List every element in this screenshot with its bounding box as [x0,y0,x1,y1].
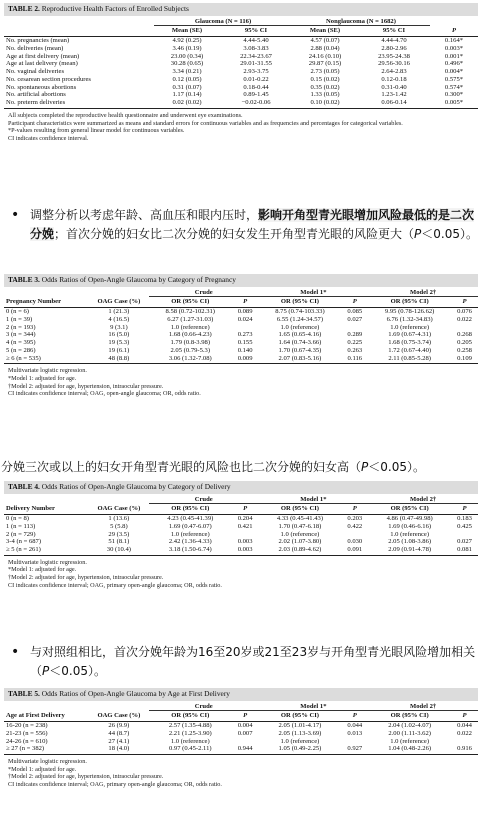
table-cell: 0.97 (0.45-2.11) [149,745,232,754]
table-cell: No. artificial abortions [6,91,66,99]
table-cell: 48 (8.8) [89,355,149,364]
table-row [4,546,478,555]
table-row [4,308,478,316]
crude-header: Crude [149,287,259,297]
table-cell: 0.003 [232,546,259,555]
table-cell: 16-20 (n = 238) [6,722,48,730]
table-cell: 5 (n = 286) [6,346,36,354]
table-cell: 23.00 (0.34) [170,52,204,60]
table-cell: 3.46 (0.19) [172,44,202,52]
table-note: *P-values resulting from general linear model for continuous variables. [8,127,185,135]
table-cell: 3.34 (0.21) [172,68,202,76]
table-cell [451,738,478,746]
table-note: CI indicates confidence interval; OAG, open-angle glaucoma; OR, odds ratio. [8,390,201,398]
table-cell: 2.05 (1.01-4.17) [278,722,322,730]
table-cell: 0.116 [341,355,368,364]
model1-header: Model 1* [259,287,369,297]
table-row [4,355,478,364]
table-cell: 30 (10.4) [89,546,149,555]
table-cell: 2.11 (0.85-5.28) [368,355,451,364]
table-note: CI indicates confidence interval; OAG, primary open-angle glaucoma; OR, odds ratio. [8,780,222,788]
table-cell: 6.55 (1.24-34.57) [276,315,324,323]
table-cell: 0.022 [457,315,472,323]
table-cell: 0.31-0.40 [381,83,407,91]
table-cell: 0.300* [444,91,464,99]
table-cell: 0.155 [237,339,253,347]
table-row [4,738,478,746]
table-cell: 0.164* [444,37,464,45]
table-cell: 0.18-0.44 [243,83,269,91]
table-cell: 2.02 (1.07-3.80) [278,538,322,546]
table-cell: 5 (5.8) [110,522,128,530]
plain-text: 分娩三次或以上的妇女开角型青光眼的风险也比二次分娩的妇女高（P＜0.05）。 [1,460,425,474]
table-row [4,515,478,523]
table-cell: −0.02-0.06 [220,99,292,108]
bullet-item: • 调整分析以考虑年龄、高血压和眼内压时，影响开角型青光眼增加风险最低的是二次分娩；首次分娩的妇女比二次分娩的妇女发生开角型青光眼的风险更大（P＜0.05）。 [11,207,479,241]
table-cell: 1.17 (0.14) [172,91,202,99]
table-cell: 2.57 (1.35-4.88) [168,722,212,730]
table-note: Multivariate logistic regression. [8,367,87,375]
table-cell: 8.75 (0.74-103.33) [275,308,325,316]
table-cell: 0.007 [237,729,253,737]
col-header: 95% CI [220,26,292,37]
table-cell: 29.87 (0.15) [308,60,342,68]
table-cell: No. vaginal deliveries [6,68,65,76]
table-cell [232,324,259,332]
table-cell: 9.95 (0.78-126.62) [384,308,435,316]
table-cell: 0.081 [451,546,478,555]
table-4-grid: Crude Model 1* Model 2† Delivery Number OAG Case (%) OR (95% CI) P OR (95% CI) P OR (95% CI) P 0 (n = 8) 1 (13.6) 4.23 (0.45-41.39) 0.204 4.33 (0.45-41.43) 0.203 4.86 (0.47-49.98) 0.183 1 (n = 113) 5 (5.8) 1.69 (0.47-6.07) 0.421 1.70 (0.47-6.18) 0.422 1.69 (0.46-6.16) 0.425 2 (n = 729) 29 (3.5) 1.0 (reference) 1.0 (reference) 1.0 (reference) 3-4 (n = 687) 51 (8.1) 2.42 (1.36-4.33) 0.003 2.02 (1.07-3.80) 0.030 2.05 (1.08-3.86) 0.027 ≥ 5 (n = 261) 30 (10.4) 3.18 (1.50-6.74) 0.003 2.03 (0.89-4.62) 0.091 2.09 (0.91-4.78) 0.081 [4,494,478,556]
table-cell: 1.0 (reference) [390,323,430,331]
table-cell: 0.024 [237,315,253,323]
table-cell: 1.05 (0.49-2.25) [259,745,342,754]
table-cell: 0.044 [347,722,363,730]
table-cell: 29.01-31.55 [240,60,272,68]
table-cell: 1.0 (reference) [280,323,320,331]
table-cell: 1.0 (reference) [390,530,430,538]
table-row [4,53,478,61]
bullet-item: • 与对照组相比，首次分娩年龄为16至20岁或21至23岁与开角型青光眼风险增加相关（P＜0.05）。 [11,644,476,678]
table-note: *Model 1: adjusted for age. [8,374,77,382]
table-3-grid: Crude Model 1* Model 2† Pregnancy Number OAG Case (%) OR (95% CI) P OR (95% CI) P OR (95% CI) P 0 (n = 6) 1 (21.3) 8.58 (0.72-102.31) 0.089 8.75 (0.74-103.33) 0.085 9.95 (0.78-126.62) 0.076 1 (n = 39) 4 (16.5) 6.27 (1.27-31.03) 0.024 6.55 (1.24-34.57) 0.027 6.76 (1.32-34.83) 0.022 2 (n = 193) 9 (3.1) 1.0 (reference) 1.0 (reference) 1.0 (reference) 3 (n = 344) 16 (5.0) 1.68 (0.66-4.23) 0.273 1.65 (0.65-4.16) 0.289 1.69 (0.67-4.31) 0.268 4 (n = 395) 19 (5.3) 1.79 (0.8-3.98) 0.155 1.64 (0.74-3.66) 0.225 1.68 (0.75-3.74) 0.205 5 (n = 286) 19 (6.1) 2.05 (0.79-5.3) 0.140 1.70 (0.67-4.35) 0.263 1.72 (0.67-4.40) 0.258 ≥ 6 (n = 535) 48 (8.8) 3.06 (1.32-7.08) 0.009 2.07 (0.83-5.16) 0.116 2.11 (0.85-5.28) 0.109 [4,287,478,365]
table-cell: 0.027 [457,538,472,546]
table-cell: 1.0 (reference) [170,530,210,538]
table-cell: 0.030 [347,538,363,546]
table-row [4,37,478,45]
table-cell: 0.044 [457,722,472,730]
table-cell: 2.03 (0.89-4.62) [259,546,342,555]
table-cell: 0.35 (0.02) [310,83,340,91]
table-cell: 4.44-5.40 [243,37,269,45]
table-cell: 0.003 [237,538,253,546]
table-row [4,45,478,53]
table-cell [451,324,478,332]
bullet-icon: • [11,644,20,660]
table-cell: 26 (9.9) [108,722,130,730]
table-notes [4,364,478,397]
table-notes [4,556,478,589]
table-cell [232,738,259,746]
table-3 [4,274,478,398]
table-cell: 2.09 (0.91-4.78) [368,546,451,555]
table-5 [4,688,478,788]
table-cell: 1.68 (0.75-3.74) [388,339,432,347]
table-cell [341,738,368,746]
table-cell: 0.140 [237,346,253,354]
table-cell: 44 (8.7) [108,729,130,737]
table-label: TABLE 2. [8,4,40,13]
table-cell: 0.422 [347,522,363,530]
table-cell: 0.089 [237,308,253,316]
table-cell: 30.28 (0.65) [170,60,204,68]
bullet-icon: • [11,207,20,223]
table-2-grid [4,16,478,109]
table-cell: 0.004* [444,68,464,76]
table-cell: 0.02 (0.02) [154,99,220,108]
table-row [4,730,478,738]
table-cell: No. spontaneous abortions [6,83,77,91]
table-cell: 0.421 [237,522,253,530]
table-cell: 0.225 [347,339,363,347]
table-cell: 0.12 (0.05) [172,75,202,83]
table-5-caption: TABLE 5. Odds Ratios of Open-Angle Glaucoma by Age at First Delivery [4,688,478,701]
table-note: †Model 2: adjusted for age, hypertension, intraocular pressure. [8,382,164,390]
table-row [4,339,478,347]
table-cell: 1.70 (0.67-4.35) [278,346,322,354]
table-cell: 4.57 (0.07) [310,37,340,45]
table-row [4,60,478,68]
model2-header: Model 2† [368,287,478,297]
table-note: CI indicates confidence interval; OAG, primary open-angle glaucoma; OR, odds ratio. [8,581,222,589]
table-cell: 0.574* [444,83,464,91]
paragraph-2 [0,459,483,475]
table-cell: 0.927 [341,745,368,754]
table-cell: 1.69 (0.46-6.16) [388,522,432,530]
table-cell: 6.27 (1.27-31.03) [167,315,214,323]
table-cell: 0.205 [457,339,472,347]
table-row [4,538,478,546]
table-cell: 0.89-1.45 [243,91,269,99]
table-cell: 4.44-4.70 [381,37,407,45]
table-cell: No. preterm deliveries [4,99,154,108]
table-cell: 0 (n = 6) [6,308,29,316]
table-cell: 0.004 [237,722,253,730]
table-cell: Age at first delivery (mean) [6,52,80,60]
table-cell: 19 (6.1) [108,346,130,354]
table-cell: ≥ 6 (n = 535) [4,355,89,364]
col-header: 95% CI [358,26,430,37]
col-header: P [430,26,478,37]
table-cell: 0.091 [341,546,368,555]
table-cell: 1.69 (0.67-4.31) [388,331,432,339]
table-row [4,324,478,332]
table-note: †Model 2: adjusted for age, hypertension, intraocular pressure. [8,574,164,581]
table-cell: 0.204 [237,515,253,523]
table-notes [4,109,478,142]
table-cell: 0.258 [457,346,472,354]
table-cell: 0.001* [444,52,464,60]
table-cell: 0.15 (0.02) [310,75,340,83]
table-cell: 0.289 [347,331,363,339]
table-cell: 3.06 (1.32-7.08) [149,355,232,364]
table-note: †Model 2: adjusted for age, hypertension, intraocular pressure. [8,773,164,781]
table-cell: ≥ 27 (n = 382) [4,745,89,754]
table-3-caption: TABLE 3. Odds Ratios of Open-Angle Glaucoma by Category of Pregnancy [4,274,478,287]
table-note: All subjects completed the reproductive health questionnaire and underwent eye examinations. [8,111,243,119]
table-cell: 0.496* [444,60,464,68]
col-header: Mean (SE) [292,26,358,37]
table-cell: 1.64 (0.74-3.66) [278,339,322,347]
table-cell: 24.16 (0.10) [308,52,342,60]
table-cell: 0.003* [444,44,464,52]
table-note: Multivariate logistic regression. [8,558,87,566]
table-cell: 4.86 (0.47-49.98) [386,515,433,523]
table-cell: 0.076 [457,308,472,316]
table-2-caption [4,3,478,16]
table-cell: 2.80-2.96 [381,44,407,52]
table-cell: 0.01-0.22 [243,75,269,83]
table-cell: 1.70 (0.47-6.18) [278,522,322,530]
table-cell: 2 (n = 193) [6,323,36,331]
table-cell: 1.79 (0.8-3.98) [170,339,211,347]
table-cell: 1.72 (0.67-4.40) [388,346,432,354]
table-cell: 1.0 (reference) [170,323,210,331]
table-cell: 23.95-24.38 [378,52,410,60]
col-header: Mean (SE) [154,26,220,37]
table-cell: 0.31 (0.07) [172,83,202,91]
table-cell: 0.005* [430,99,478,108]
table-cell: 0.10 (0.02) [292,99,358,108]
group-glaucoma-header: Glaucoma (N = 116) [154,16,292,26]
table-row [4,722,478,730]
table-note: *Model 1: adjusted for age. [8,765,77,773]
table-row [4,84,478,92]
table-5-grid: Crude Model 1* Model 2† Age at First Delivery OAG Case (%) OR (95% CI) P OR (95% CI) P OR (95% CI) P 16-20 (n = 238) 26 (9.9) 2.57 (1.35-4.88) 0.004 2.05 (1.01-4.17) 0.044 2.04 (1.02-4.07) 0.044 21-23 (n = 556) 44 (8.7) 2.21 (1.25-3.90) 0.007 2.05 (1.13-3.69) 0.013 2.00 (1.11-3.62) 0.022 24-26 (n = 610) 27 (4.1) 1.0 (reference) 1.0 (reference) 1.0 (reference) ≥ 27 (n = 382) 18 (4.0) 0.97 (0.45-2.11) 0.944 1.05 (0.49-2.25) 0.927 1.04 (0.48-2.26) 0.916 [4,701,478,756]
table-cell: 1 (21.3) [108,308,130,316]
table-row [4,68,478,76]
table-row [4,91,478,99]
table-cell: 2.05 (1.08-3.86) [388,538,432,546]
table-cell: 2.04 (1.02-4.07) [388,722,432,730]
table-cell: 0.575* [444,75,464,83]
table-cell: 3-4 (n = 687) [6,538,42,546]
table-cell: 22.34-23.67 [240,52,272,60]
table-row [4,99,478,108]
table-cell: 9 (3.1) [110,323,128,331]
table-row [4,347,478,355]
table-cell: 0.022 [457,729,472,737]
table-cell: 19 (5.3) [108,339,130,347]
table-row [4,523,478,531]
table-note: Multivariate logistic regression. [8,758,87,766]
table-cell: No. pregnancies (mean) [6,37,70,45]
group-nonglaucoma-header: Nonglaucoma (N = 1682) [292,16,430,26]
table-cell: 2.07 (0.83-5.16) [259,355,342,364]
table-cell: 4 (n = 395) [6,339,36,347]
table-cell: 0.203 [347,515,363,523]
table-cell: 0.06-0.14 [358,99,430,108]
table-note: CI indicates confidence interval. [8,134,89,142]
table-cell: 0 (n = 8) [6,515,29,523]
table-cell: 2.64-2.83 [381,68,407,76]
table-cell [341,324,368,332]
table-cell: 1.0 (reference) [280,737,320,745]
table-note: Participant characteristics were summarized as means and standard errors for continuous variables and as frequencies and percentages for categorical variables. [8,119,403,127]
table-cell: 1.04 (0.48-2.26) [368,745,451,754]
table-cell: 0.085 [347,308,363,316]
table-cell: 0.916 [451,745,478,754]
paragraph-3 [0,643,483,681]
highlight-text: 影响开角型青光眼增加风险最低的是二次分娩 [30,208,475,241]
table-cell: No. deliveries (mean) [6,44,64,52]
table-cell: Age at last delivery (mean) [6,60,78,68]
table-cell: 1.0 (reference) [170,737,210,745]
table-cell: 4.33 (0.45-41.43) [276,515,324,523]
table-cell: 4 (16.5) [108,315,130,323]
table-cell: 0.109 [451,355,478,364]
table-cell: 4.23 (0.45-41.39) [167,515,214,523]
paragraph-1 [0,206,483,244]
table-cell: 1 (n = 39) [6,315,33,323]
table-cell: 21-23 (n = 556) [6,729,48,737]
table-cell: 4.92 (0.25) [172,37,202,45]
table-cell: 1.0 (reference) [390,737,430,745]
table-cell: ≥ 5 (n = 261) [4,546,89,555]
table-cell: 0.944 [232,745,259,754]
table-cell: 2.93-3.75 [243,68,269,76]
table-cell [341,531,368,539]
table-4 [4,481,478,589]
table-cell [232,531,259,539]
table-cell: 2.21 (1.25-3.90) [168,729,212,737]
table-cell: 27 (4.1) [108,737,130,745]
table-2 [4,3,478,142]
table-cell: 29 (3.5) [108,530,130,538]
table-cell: 51 (8.1) [108,538,130,546]
table-cell: 3.08-3.83 [243,44,269,52]
table-cell: 2.42 (1.36-4.33) [168,538,212,546]
table-cell: 3 (n = 344) [6,331,36,339]
table-cell: 0.268 [457,331,472,339]
table-cell: 2.73 (0.05) [310,68,340,76]
table-cell: 2.05 (1.13-3.69) [278,729,322,737]
table-row [4,316,478,324]
table-cell [451,531,478,539]
table-cell: 2.05 (0.79-5.3) [170,346,211,354]
table-row [4,745,478,754]
table-cell: 8.58 (0.72-102.31) [165,308,215,316]
table-cell: 1.69 (0.47-6.07) [168,522,212,530]
table-cell: 2.88 (0.04) [310,44,340,52]
table-cell: 1.0 (reference) [280,530,320,538]
table-cell: 1.65 (0.65-4.16) [278,331,322,339]
table-cell: 0.273 [237,331,253,339]
table-cell: 0.12-0.18 [381,75,407,83]
table-note: *Model 1: adjusted for age. [8,566,77,574]
table-notes [4,755,478,788]
table-cell: 18 (4.0) [89,745,149,754]
table-cell: 2.00 (1.11-3.62) [388,729,431,737]
table-cell: 0.027 [347,315,363,323]
table-cell: 1.33 (0.05) [310,91,340,99]
table-cell: 1.68 (0.66-4.23) [168,331,212,339]
table-cell: 3.18 (1.50-6.74) [149,546,232,555]
table-cell: 0.013 [347,729,363,737]
table-row [4,531,478,539]
table-cell: 0.009 [232,355,259,364]
table-cell: 1 (13.6) [108,515,130,523]
table-cell: 1 (n = 113) [6,522,36,530]
table-cell: 2 (n = 729) [6,530,36,538]
table-row [4,331,478,339]
table-cell: 0.425 [457,522,472,530]
table-cell: No. cesarean section procedures [6,75,91,83]
table-cell: 16 (5.0) [108,331,130,339]
table-title: Reproductive Health Factors of Enrolled Subjects [41,4,189,13]
table-cell: 1.23-1.42 [381,91,407,99]
table-cell: 0.263 [347,346,363,354]
table-4-caption: TABLE 4. Odds Ratios of Open-Angle Glaucoma by Category of Delivery [4,481,478,494]
table-cell: 6.76 (1.32-34.83) [386,315,433,323]
table-cell: 24-26 (n = 610) [6,737,48,745]
table-cell: 29.56-30.16 [378,60,410,68]
table-cell: 0.183 [457,515,472,523]
table-row [4,76,478,84]
